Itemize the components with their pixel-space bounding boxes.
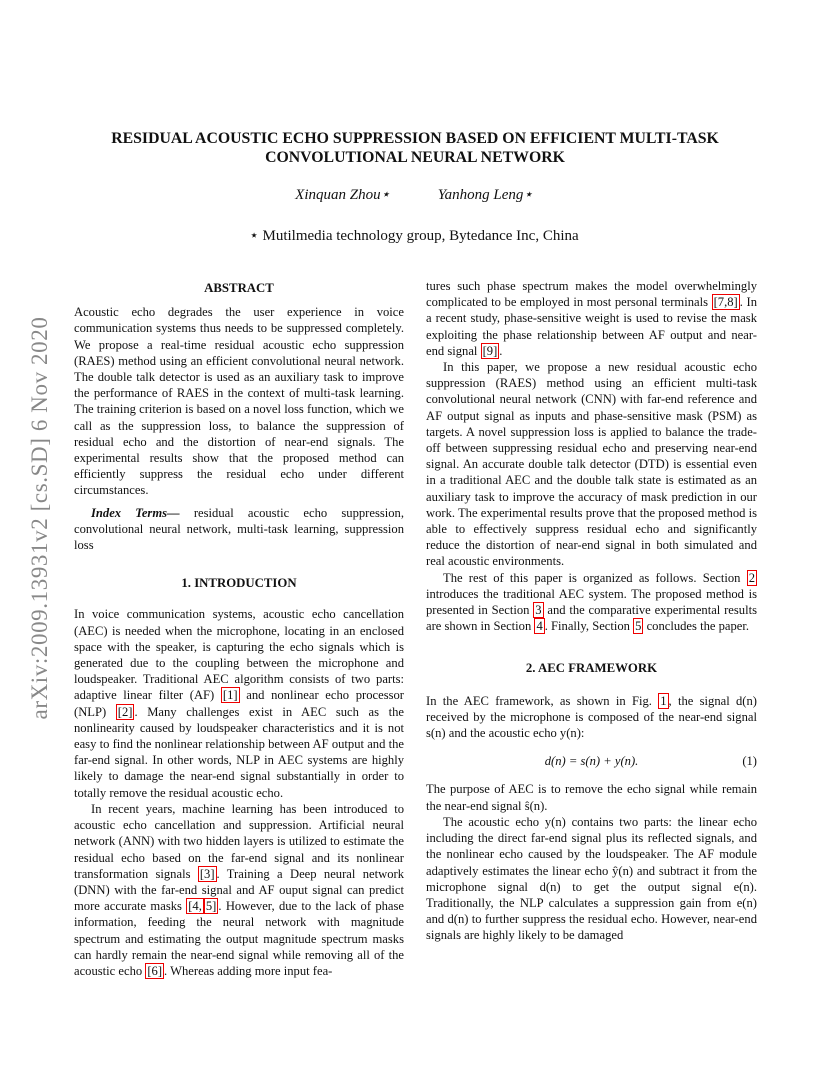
intro-paragraph-2: In recent years, machine learning has been introduced to acoustic echo cancellation and suppression. Artificial neural network (ANN) with two hidden layers is utilized to estimate the residual echo based on the far-end signal and its nonlinear transformation signals [3] . Training a Deep neural network (DNN) with the far-end signal and AF ouput signal can predict more accurate masks [4, 5] . However, due to the lack of phase information, feeding the neural network with magnitude spectrum and estimating the output magnitude spectrum masks can hardly remain the near-end signal while removing all of the acoustic echo [6] . Whereas adding more input fea- <box>74 801 404 978</box>
section-link[interactable]: 4 <box>536 619 543 634</box>
figure-link[interactable]: 1 <box>660 693 667 708</box>
intro-paragraph-3: tures such phase spectrum makes the model overwhelmingly complicated to be employed in most personal terminals [7,8] . In a recent study, phase-sensitive weight is used to revise the mask exploiting the phase relationship between AF output and near-end signal [9] . <box>426 279 758 358</box>
author-name: Yanhong Leng⋆ <box>437 187 533 203</box>
citation-link[interactable]: [7,8] <box>713 295 738 310</box>
aec-paragraph-2: The purpose of AEC is to remove the echo signal while remain the near-end signal ŝ(n). <box>426 782 757 813</box>
authors <box>0 185 828 204</box>
aec-paragraph-1: In the AEC framework, as shown in Fig. 1 , the signal d(n) received by the microphone is composed of the near-end signal s(n) and the acoustic echo y(n): <box>426 693 757 741</box>
equation-1 <box>426 753 757 769</box>
paper-title <box>70 129 760 167</box>
citation-link[interactable]: [2] <box>117 704 133 719</box>
citation-link[interactable]: [4, <box>188 899 202 914</box>
section-link[interactable]: 3 <box>535 603 542 618</box>
intro-paragraph-4: In this paper, we propose a new residual acoustic echo suppression (RAES) method using an efficient multi-task convolutional neural network (CNN) with far-end reference and AF output signal as inputs and phase-sensitive mask (PSM) as targets. A novel suppression loss is applied to balance the trade-off between suppressing residual echo and preserving near-end signal. An accurate double talk detector (DTD) is essential even in a traditional AEC and the double talk state is estimated as an auxiliary task to improve the accuracy of mask prediction in our work. The experimental results prove that the proposed method is able to effectively suppress residual echo and significantly reduce the distortion of near-end signal in both simulated and real acoustic environments. <box>426 360 757 569</box>
equation-number: (1) <box>742 754 757 769</box>
abstract-heading: ABSTRACT <box>204 281 274 295</box>
index-terms-text: residual acoustic echo suppression, convolutional neural network, multi-task learning, suppression loss <box>74 505 404 553</box>
arxiv-side-label: arXiv:2009.13931v2 [cs.SD] 6 Nov 2020 <box>27 316 52 720</box>
title-line-1: RESIDUAL ACOUSTIC ECHO SUPPRESSION BASED ON EFFICIENT MULTI-TASK <box>111 130 719 147</box>
index-terms-label: Index Terms— <box>91 505 180 520</box>
intro-paragraph-5: The rest of this paper is organized as follows. Section 2 introduces the traditional AEC system. The proposed method is presented in Section 3 and the comparative experimental results are shown in Section 4 . Finally, Section 5 concludes the paper. <box>426 570 757 634</box>
citation-link[interactable]: [6] <box>147 963 163 978</box>
index-terms <box>74 505 404 554</box>
citation-link[interactable]: [3] <box>199 866 215 881</box>
abstract-text: Acoustic echo degrades the user experience in voice communication systems thus needs to be suppressed completely. We propose a real-time residual acoustic echo suppression (RAES) method using an efficient convolutional neural network. The double talk detector is used as an auxiliary task to improve the performance of RAES in the context of multi-task learning. The training criterion is based on a novel loss function, which we call as the suppression loss, to balance the suppression of residual echo and the distortion of near-end signals. The experimental results show that the proposed method can efficiently suppress the residual echo under different circumstances. <box>74 305 404 498</box>
equation-text: d(n) = s(n) + y(n). <box>544 754 639 769</box>
aec-paragraph-3: The acoustic echo y(n) contains two parts: the linear echo including the direct far-end signal plus its reflected signals, and the nonlinear echo caused by the loudspeaker. The AF module adaptively estimates the linear echo ŷ(n) and subtract it from the microphone signal d(n) to get the output signal e(n). Traditionally, the NLP calculates a suppression gain from e(n) and d(n) to further suppress the residual echo. However, near-end signals are highly likely to be damaged <box>426 814 757 943</box>
section-link[interactable]: 2 <box>748 570 755 585</box>
citation-link[interactable]: [9] <box>482 343 498 358</box>
title-line-2: CONVOLUTIONAL NEURAL NETWORK <box>265 149 565 166</box>
author-name: Xinquan Zhou⋆ <box>295 187 390 203</box>
affiliation: ⋆ Mutilmedia technology group, Bytedance Inc, China <box>249 228 579 244</box>
aec-framework-heading: 2. AEC FRAMEWORK <box>525 661 658 676</box>
introduction-heading: 1. INTRODUCTION <box>181 576 297 591</box>
intro-paragraph-1: In voice communication systems, acoustic echo cancellation (AEC) is needed when the microphone, locating in an enclosed space with the speaker, is capturing the echo signals which is generated due to the coupling between the microphone and loudspeaker. Traditional AEC algorithm consists of two parts: adaptive linear filter (AF) [1] and nonlinear echo processor (NLP) [2] . Many challenges exist in AEC such as the nonlinearity caused by loudspeaker characteristics and it is not easy to find the nonlinear relationship between AF output and the far-end signal. In other words, NLP in AEC systems are highly likely to damage the near-end signal substantially in order to totally remove the residual acoustic echo. <box>74 607 404 800</box>
section-link[interactable]: 5 <box>635 619 642 634</box>
citation-link[interactable]: 5] <box>205 899 217 914</box>
left-column <box>74 280 404 979</box>
citation-link[interactable]: [1] <box>222 688 238 703</box>
right-column <box>426 278 757 944</box>
